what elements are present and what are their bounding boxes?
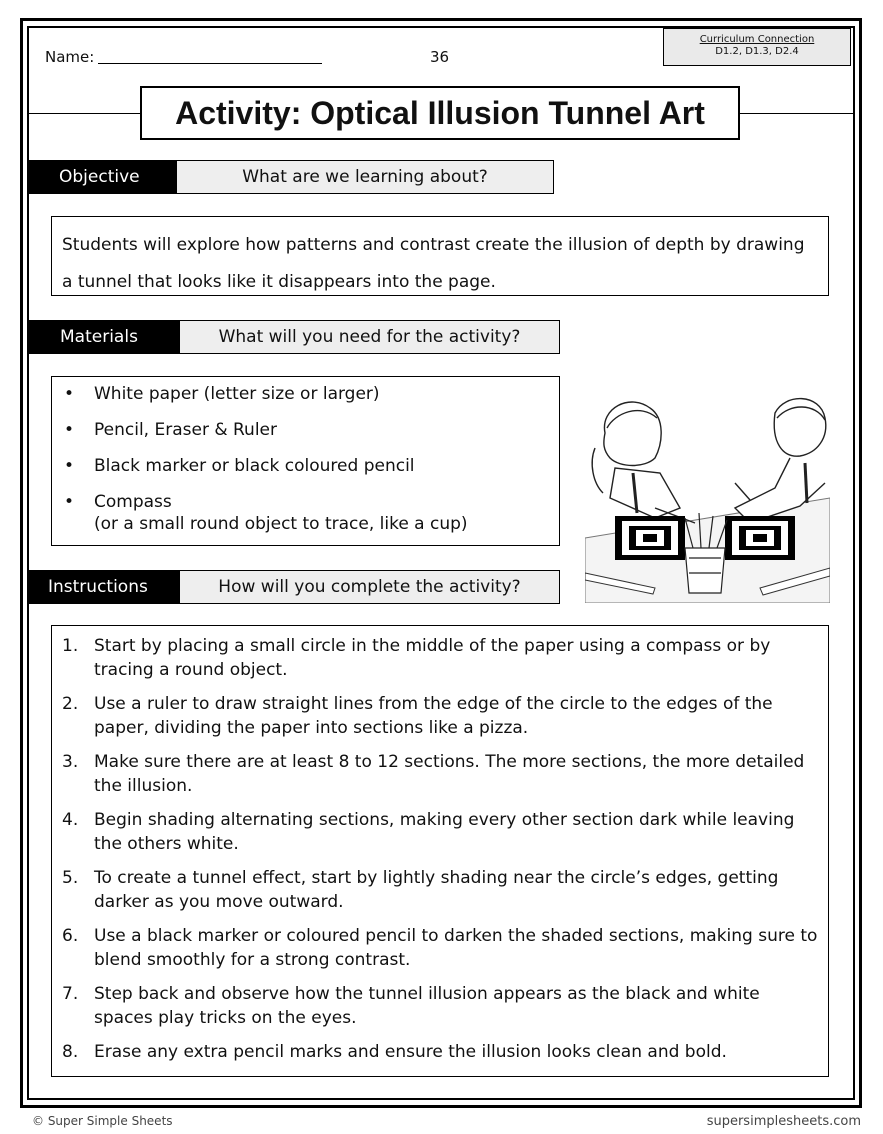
step-text: Use a ruler to draw straight lines from the edge of the circle to the edges of the paper, dividing the paper into sections like a pizza. — [94, 694, 773, 738]
footer-website[interactable]: supersimplesheets.com — [706, 1114, 861, 1129]
material-subtext: (or a small round object to trace, like a cup) — [94, 514, 468, 534]
step-text: Begin shading alternating sections, making every other section dark while leaving the others white. — [94, 810, 795, 854]
step-number: 8. — [62, 1042, 79, 1062]
curriculum-title: Curriculum Connection — [699, 34, 815, 45]
material-text: Pencil, Eraser & Ruler — [94, 420, 277, 440]
step-number: 5. — [62, 868, 79, 888]
list-item — [60, 455, 559, 477]
page-number: 36 — [430, 48, 450, 66]
bullet: • — [64, 456, 75, 476]
step-text: Step back and observe how the tunnel illusion appears as the black and white spaces play tricks on the eyes. — [94, 984, 760, 1028]
objective-question: What are we learning about? — [176, 160, 554, 194]
objective-text: Students will explore how patterns and contrast create the illusion of depth by drawing a tunnel that looks like it disappears into the page. — [62, 235, 805, 292]
step-number: 7. — [62, 984, 79, 1004]
step-text: Make sure there are at least 8 to 12 sections. The more sections, the more detailed the illusion. — [94, 752, 805, 796]
bullet: • — [64, 384, 75, 404]
name-blank-line[interactable] — [98, 63, 322, 64]
list-item — [60, 866, 820, 914]
footer-copyright: © Super Simple Sheets — [32, 1114, 173, 1128]
step-number: 4. — [62, 810, 79, 830]
curriculum-codes: D1.2, D1.3, D2.4 — [715, 46, 799, 57]
instructions-list — [51, 625, 829, 1077]
list-item — [60, 924, 820, 972]
list-item — [60, 1040, 820, 1064]
material-text: Black marker or black coloured pencil — [94, 456, 415, 476]
step-text: To create a tunnel effect, start by lightly shading near the circle’s edges, getting darker as you move outward. — [94, 868, 779, 912]
materials-label: Materials — [29, 320, 179, 354]
list-item — [60, 750, 820, 798]
step-number: 1. — [62, 636, 79, 656]
material-text: Compass — [94, 492, 172, 512]
material-text: White paper (letter size or larger) — [94, 384, 380, 404]
list-item — [60, 808, 820, 856]
page-title: Activity: Optical Illusion Tunnel Art — [140, 86, 740, 140]
bullet: • — [64, 492, 75, 512]
instructions-question: How will you complete the activity? — [179, 570, 560, 604]
step-text: Erase any extra pencil marks and ensure the illusion looks clean and bold. — [94, 1042, 727, 1062]
materials-list — [51, 376, 560, 546]
materials-question: What will you need for the activity? — [179, 320, 560, 354]
step-number: 3. — [62, 752, 79, 772]
step-number: 2. — [62, 694, 79, 714]
instructions-label: Instructions — [29, 570, 179, 604]
students-drawing-illustration — [585, 388, 830, 603]
step-text: Start by placing a small circle in the middle of the paper using a compass or by tracing a round object. — [94, 636, 771, 680]
list-item — [60, 982, 820, 1030]
step-number: 6. — [62, 926, 79, 946]
name-field[interactable] — [45, 48, 322, 66]
list-item — [60, 383, 559, 405]
curriculum-connection-box — [663, 28, 851, 66]
objective-label: Objective — [29, 160, 176, 194]
objective-text-box — [51, 216, 829, 296]
list-item — [60, 692, 820, 740]
list-item — [60, 491, 559, 535]
step-text: Use a black marker or coloured pencil to darken the shaded sections, making sure to blend smoothly for a strong contrast. — [94, 926, 818, 970]
bullet: • — [64, 420, 75, 440]
list-item — [60, 419, 559, 441]
list-item — [60, 634, 820, 682]
name-label: Name: — [45, 48, 95, 66]
